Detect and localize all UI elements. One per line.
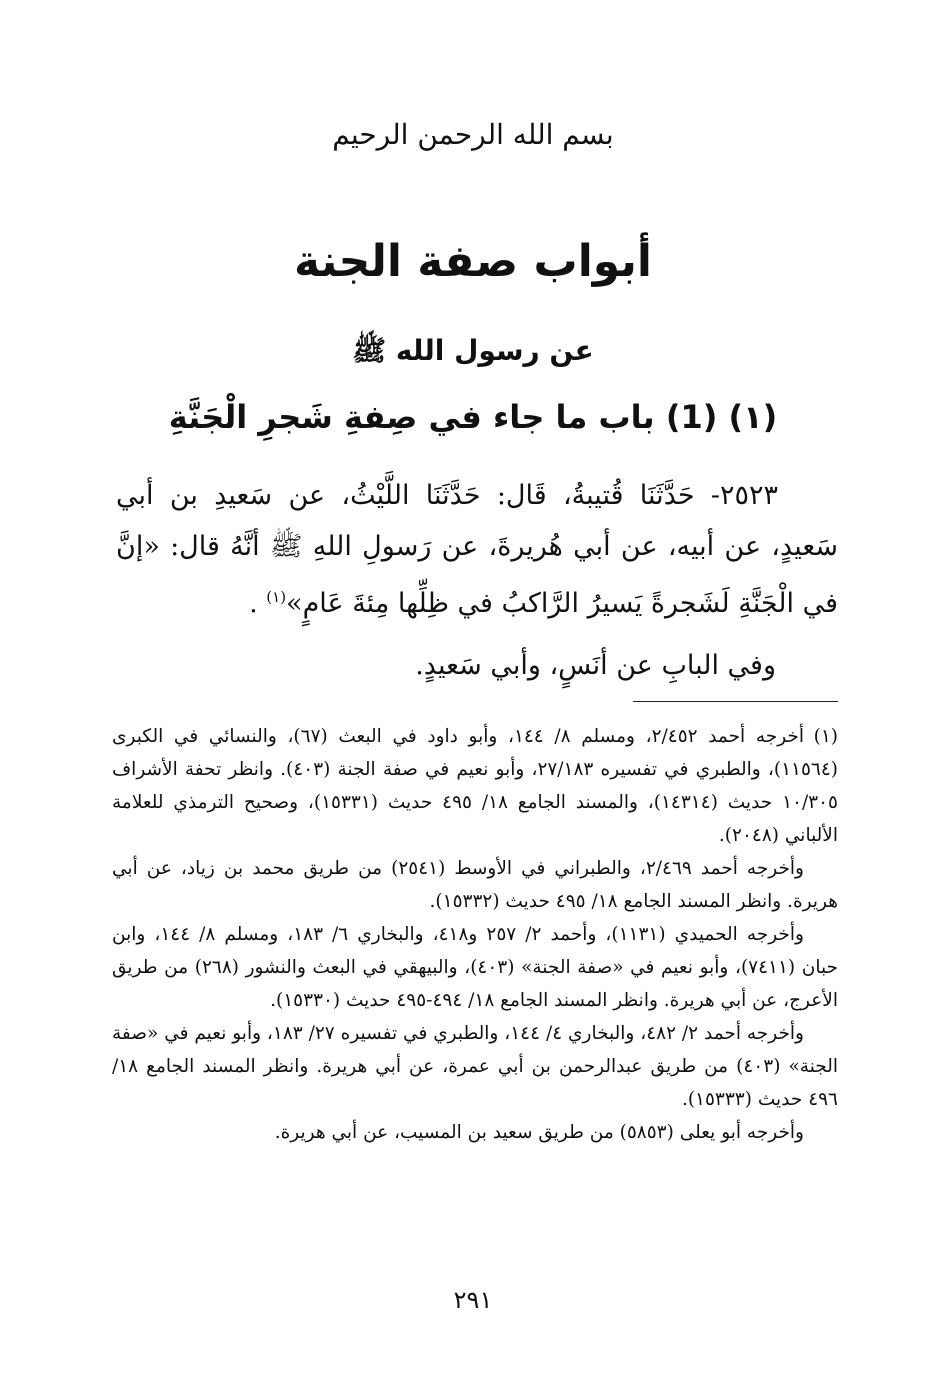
footnote-1-text: أخرجه أحمد ٢/٤٥٢، ومسلم ٨/ ١٤٤، وأبو داود في البعث (٦٧)، والنسائي في الكبرى (١١٥٦٤)، والطبري في تفسيره ٢٧/١٨٣، وأبو نعيم في صفة الجنة (٤٠٣). وانظر تحفة الأشراف ١٠/٣٠٥ حديث (١٤٣١٤)، والمسند الجامع ١٨/ ٤٩٥ حديث (١٥٣٣١)، وصحيح الترمذي للعلامة الألباني (٢٠٤٨).	[112, 726, 838, 846]
footnote-1-para-5: وأخرجه أبو يعلى (٥٨٥٣) من طريق سعيد بن المسيب، عن أبي هريرة.	[274, 1122, 804, 1143]
footnotes	[112, 720, 838, 1149]
hadith-end: .	[249, 588, 267, 619]
footnote-number: (١)	[813, 726, 838, 747]
footnote-1-para-4: وأخرجه أحمد ٢/ ٤٨٢، والبخاري ٤/ ١٤٤، والطبري في تفسيره ٢٧/ ١٨٣، وأبو نعيم في «صفة الجنة» (٤٠٣) من طريق عبدالرحمن بن أبي عمرة، عن أبي هريرة. وانظر المسند الجامع ١٨/ ٤٩٦ حديث (١٥٣٣٣).	[112, 1023, 839, 1110]
hadith-text	[116, 470, 838, 629]
footnote-1	[112, 720, 838, 852]
bab-title: (١) (1) باب ما جاء في صِفةِ شَجرِ الْجَنَّةِ	[168, 398, 778, 436]
footnote-ref[interactable]: (١)	[266, 588, 287, 606]
chapter-subtitle: عن رسول الله ﷺ	[352, 334, 594, 367]
fi-al-bab-note: وفي البابِ عن أنَسٍ، وأبي سَعيدٍ.	[415, 650, 776, 681]
hadith-body: ٢٥٢٣- حَدَّثَنَا قُتيبةُ، قَال: حَدَّثَنَا اللَّيْثُ، عن سَعيدِ بن أبي سَعيدٍ، عن أبيه، عن أبي هُريرةَ، عن رَسولِ اللهِ ﷺ أنَّهُ قال: «إنَّ في الْجَنَّةِ لَشَجرةً يَسيرُ الرَّاكبُ في ظِلِّها مِئةَ عَامٍ»	[116, 480, 838, 619]
footnote-divider	[633, 701, 838, 702]
chapter-title: أبواب صفة الجنة	[294, 236, 652, 287]
footnote-1-para-3: وأخرجه الحميدي (١١٣١)، وأحمد ٢/ ٢٥٧ و٤١٨، والبخاري ٦/ ١٨٣، ومسلم ٨/ ١٤٤، وابن حبان (٧٤١١)، وأبو نعيم في «صفة الجنة» (٤٠٣)، والبيهقي في البعث والنشور (٢٦٨) من طريق الأعرج، عن أبي هريرة. وانظر المسند الجامع ١٨/ ٤٩٤-٤٩٥ حديث (١٥٣٣٠).	[112, 924, 838, 1011]
basmala: بسم الله الرحمن الرحيم	[332, 118, 614, 151]
footnote-1-para-2: وأخرجه أحمد ٢/٤٦٩، والطبراني في الأوسط (٢٥٤١) من طريق محمد بن زياد، عن أبي هريرة. وانظر المسند الجامع ١٨/ ٤٩٥ حديث (١٥٣٣٢).	[112, 858, 838, 912]
page-number: ٢٩١	[453, 1286, 493, 1314]
